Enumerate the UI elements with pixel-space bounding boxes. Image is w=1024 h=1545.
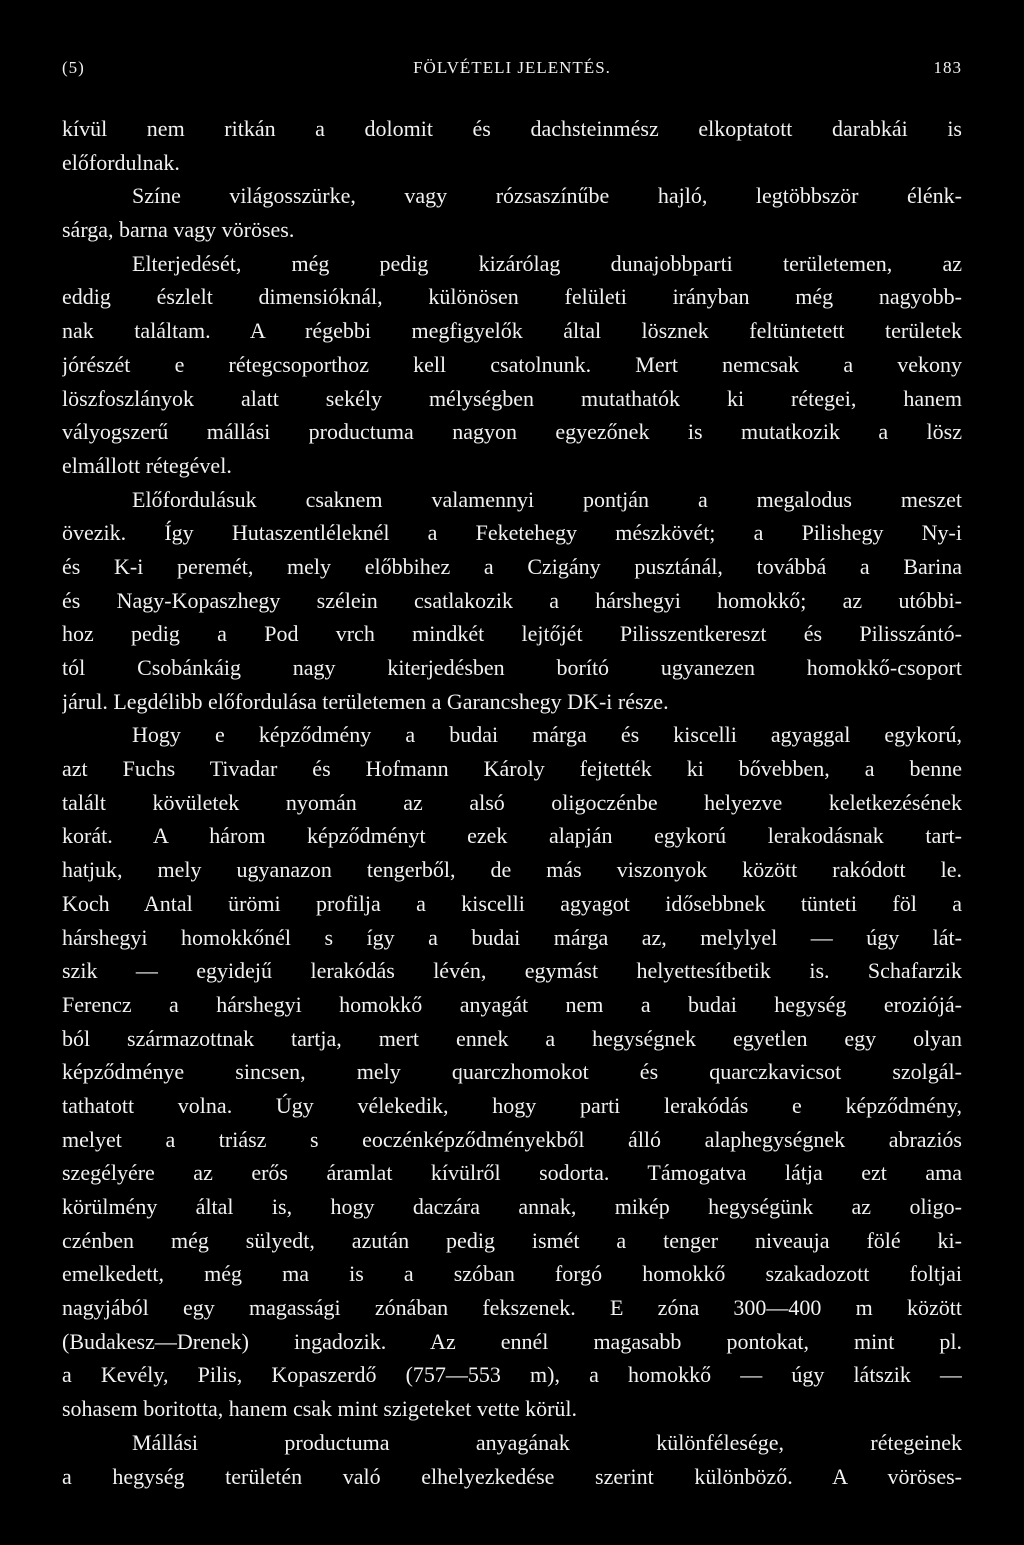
- text-line: löszfoszlányok alatt sekély mélységben mutathatók ki rétegei, hanem: [62, 385, 962, 411]
- text-line: tól Csobánkáig nagy kiterjedésben borító ugyanezen homokkő-csoport: [62, 655, 962, 680]
- text-line: jórészét e rétegcsoporthoz kell csatolnunk. Mert nemcsak a vekony: [62, 351, 962, 377]
- text-line: hatjuk, mely ugyanazon tengerből, de más viszonyok között rakódott le.: [62, 857, 962, 883]
- text-line: kívül nem ritkán a dolomit és dachsteinmész elkoptatott darabkái is: [62, 116, 962, 141]
- text-line: hárshegyi homokkőnél s így a budai márga az, melylyel — úgy lát-: [62, 924, 962, 950]
- text-line: sohasem boritotta, hanem csak mint szigeteket vette körül.: [62, 1396, 578, 1422]
- body-text: [62, 112, 962, 1493]
- text-line: szegélyére az erős áramlat kívülről sodorta. Támogatva látja ezt ama: [62, 1160, 962, 1186]
- text-line: vályogszerű mállási productuma nagyon egyezőnek is mutatkozik a lösz: [62, 419, 962, 445]
- text-line: előfordulnak.: [62, 149, 180, 175]
- text-line: tathatott volna. Úgy vélekedik, hogy parti lerakódás e képződmény,: [62, 1092, 962, 1118]
- text-line: melyet a triász s eoczénképződményekből álló alaphegységnek abraziós: [62, 1126, 962, 1152]
- text-line: hoz pedig a Pod vrch mindkét lejtőjét Pilisszentkereszt és Pilisszántó-: [62, 621, 962, 647]
- text-line: Ferencz a hárshegyi homokkő anyagát nem a budai hegység eroziójá-: [62, 991, 962, 1017]
- text-line: czénben még sülyedt, azután pedig ismét a tenger niveauja fölé ki-: [62, 1227, 962, 1253]
- section-number: (5): [62, 58, 85, 77]
- text-line: és Nagy-Kopaszhegy szélein csatlakozik a hárshegyi homokkő; az utóbbi-: [62, 587, 962, 613]
- text-line: talált kövületek nyomán az alsó oligoczénbe helyezve keletkezésének: [62, 789, 962, 815]
- paragraph-start-line: Elterjedését, még pedig kizárólag dunajobbparti területemen, az: [132, 250, 962, 276]
- text-line: körülmény által is, hogy daczára annak, mikép hegységünk az oligo-: [62, 1194, 962, 1219]
- paragraph-start-line: Színe világosszürke, vagy rózsaszínűbe hajló, legtöbbször élénk-: [132, 183, 962, 209]
- text-line: nak találtam. A régebbi megfigyelők által lösznek feltüntetett területek: [62, 318, 962, 344]
- page-header: [62, 58, 962, 88]
- text-line: ból származottnak tartja, mert ennek a hegységnek egyetlen egy olyan: [62, 1025, 962, 1051]
- text-line: eddig észlelt dimensióknál, különösen felületi irányban még nagyobb-: [62, 284, 962, 310]
- text-line: szik — egyidejű lerakódás lévén, egymást helyettesítbetik is. Schafarzik: [62, 958, 962, 984]
- text-line: övezik. Így Hutaszentléleknél a Feketehegy mészkövét; a Pilishegy Ny-i: [62, 520, 962, 546]
- text-line: azt Fuchs Tivadar és Hofmann Károly fejtették ki bővebben, a benne: [62, 756, 962, 782]
- text-line: járul. Legdélibb előfordulása területemen a Garancshegy DK-i része.: [62, 688, 669, 714]
- paragraph-start-line: Mállási productuma anyagának különfélesége, rétegeinek: [132, 1429, 962, 1455]
- text-line: korát. A három képződményt ezek alapján egykorú lerakodásnak tart-: [62, 823, 962, 849]
- paragraph-start-line: Hogy e képződmény a budai márga és kiscelli agyaggal egykorú,: [132, 722, 962, 748]
- text-line: sárga, barna vagy vöröses.: [62, 217, 295, 243]
- running-title: FÖLVÉTELI JELENTÉS.: [413, 58, 611, 77]
- text-line: Koch Antal ürömi profilja a kiscelli agyagot idősebbnek tünteti föl a: [62, 890, 962, 916]
- text-line: és K-i peremét, mely előbbihez a Czigány pusztánál, továbbá a Barina: [62, 553, 962, 579]
- text-line: a Kevély, Pilis, Kopaszerdő (757—553 m), a homokkő — úgy látszik —: [62, 1362, 962, 1388]
- text-line: (Budakesz—Drenek) ingadozik. Az ennél magasabb pontokat, mint pl.: [62, 1328, 962, 1354]
- paragraph-start-line: Előfordulásuk csaknem valamennyi pontján a megalodus meszet: [132, 486, 962, 512]
- text-line: a hegység területén való elhelyezkedése szerint különböző. A vöröses-: [62, 1463, 962, 1489]
- text-line: elmállott rétegével.: [62, 452, 232, 478]
- text-line: képződménye sincsen, mely quarczhomokot és quarczkavicsot szolgál-: [62, 1059, 962, 1085]
- text-line: emelkedett, még ma is a szóban forgó homokkő szakadozott foltjai: [62, 1261, 962, 1287]
- page-number: 183: [933, 58, 962, 77]
- text-line: nagyjából egy magassági zónában fekszenek. E zóna 300—400 m között: [62, 1295, 962, 1321]
